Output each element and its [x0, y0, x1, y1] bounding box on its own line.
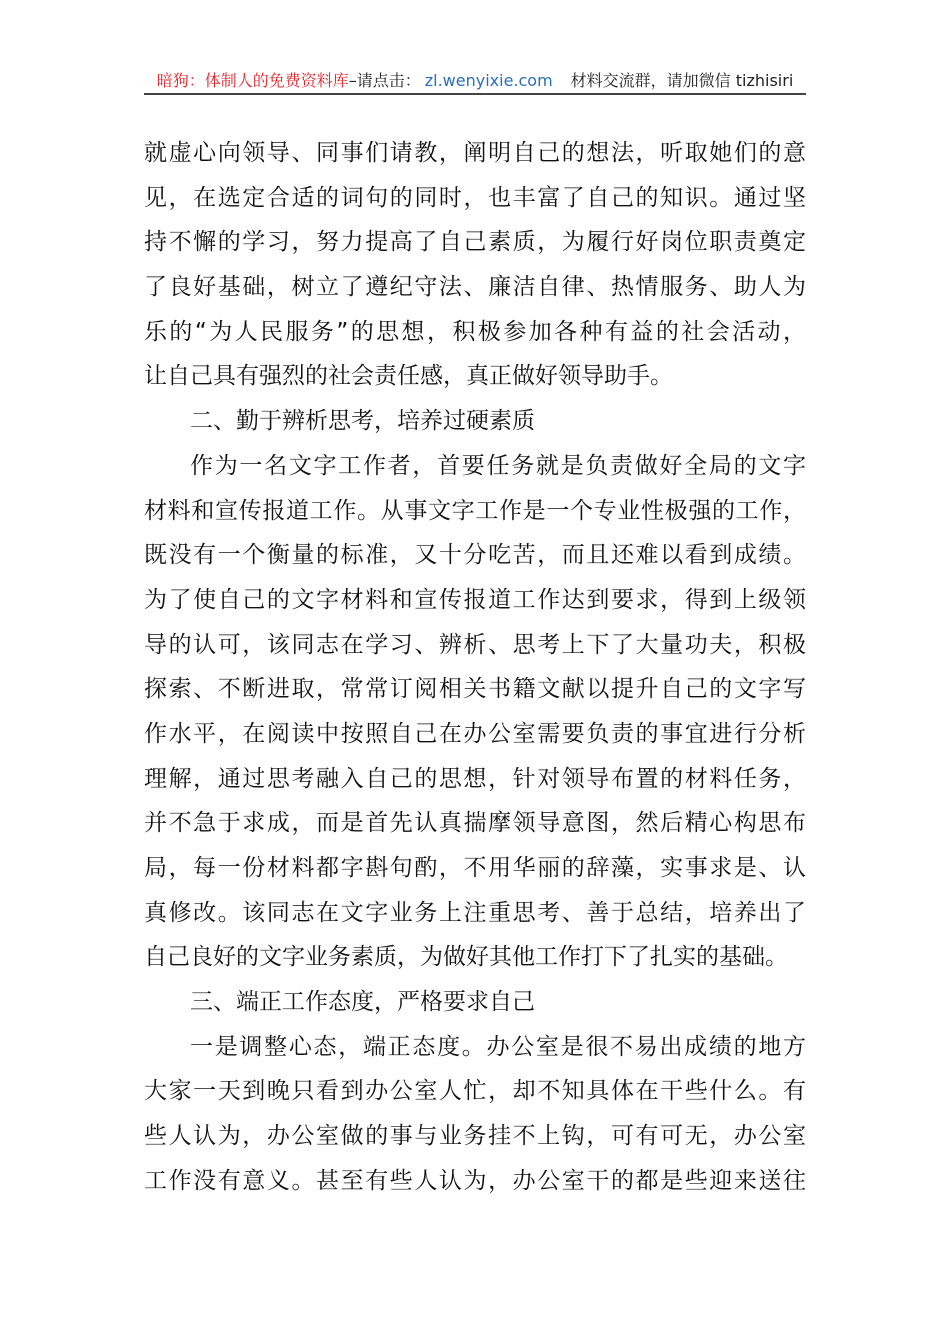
text-line: 一是调整心态，端正态度。办公室是很不易出成绩的地方 — [190, 1033, 806, 1060]
paragraph — [144, 444, 806, 980]
text-line: 作水平，在阅读中按照自己在办公室需要负责的事宜进行分析 — [144, 720, 806, 747]
click-prompt: –请点击： — [348, 71, 421, 90]
page-header — [144, 68, 806, 94]
paragraph — [144, 1025, 806, 1204]
text-line: 并不急于求成，而是首先认真揣摩领导意图，然后精心构思布 — [144, 810, 806, 837]
text-line: 自己良好的文字业务素质，为做好其他工作打下了扎实的基础。 — [144, 944, 788, 971]
text-line: 就虚心向领导、同事们请教，阐明自己的想法，听取她们的意 — [144, 140, 806, 166]
paragraph — [144, 131, 806, 399]
paragraph — [144, 399, 806, 444]
document-body — [144, 131, 806, 1204]
text-line: 材料和宣传报道工作。从事文字工作是一个专业性极强的工作， — [144, 497, 806, 524]
paragraph — [144, 980, 806, 1025]
text-line: 既没有一个衡量的标准，又十分吃苦，而且还难以看到成绩。 — [144, 542, 806, 569]
text-line: 大家一天到晚只看到办公室人忙，却不知具体在干些什么。有 — [144, 1078, 806, 1105]
section-heading: 二、勤于辨析思考，培养过硬素质 — [190, 408, 535, 435]
text-line: 了良好基础，树立了遵纪守法、廉洁自律、热情服务、助人为 — [144, 274, 806, 301]
text-line: 乐的“为人民服务”的思想，积极参加各种有益的社会活动， — [144, 318, 806, 345]
group-note: 材料交流群，请加微信 tizhisiri — [570, 71, 794, 90]
text-line: 持不懈的学习，努力提高了自己素质，为履行好岗位职责奠定 — [144, 229, 806, 256]
text-line: 真修改。该同志在文字业务上注重思考、善于总结，培养出了 — [144, 899, 806, 926]
text-line: 探索、不断进取，常常订阅相关书籍文献以提升自己的文字写 — [144, 676, 806, 703]
text-line: 些人认为，办公室做的事与业务挂不上钩，可有可无，办公室 — [144, 1123, 806, 1150]
text-line: 让自己具有强烈的社会责任感，真正做好领导助手。 — [144, 363, 673, 390]
section-heading: 三、端正工作态度，严格要求自己 — [190, 989, 535, 1016]
brand-name: 暗狗：体制人的免费资料库 — [156, 71, 349, 90]
text-line: 工作没有意义。甚至有些人认为，办公室干的都是些迎来送往 — [144, 1167, 806, 1194]
text-line: 为了使自己的文字材料和宣传报道工作达到要求，得到上级领 — [144, 586, 806, 613]
text-line: 导的认可，该同志在学习、辨析、思考上下了大量功夫，积极 — [144, 631, 806, 658]
text-line: 局，每一份材料都字斟句酌，不用华丽的辞藻，实事求是、认 — [144, 855, 806, 881]
text-line: 理解，通过思考融入自己的思想，针对领导布置的材料任务， — [144, 765, 806, 792]
text-line: 见，在选定合适的词句的同时，也丰富了自己的知识。通过坚 — [144, 184, 806, 211]
header-divider — [144, 93, 806, 95]
site-link[interactable]: zl.wenyixie.com — [424, 71, 553, 90]
text-line: 作为一名文字工作者，首要任务就是负责做好全局的文字 — [190, 452, 806, 479]
